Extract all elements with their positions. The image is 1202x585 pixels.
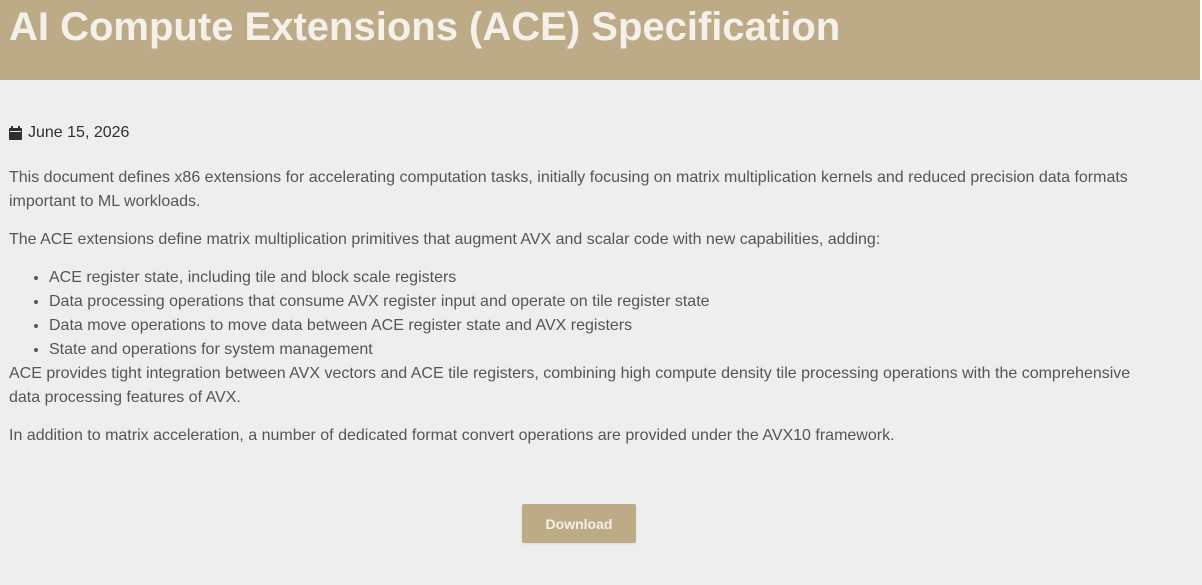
feature-list — [9, 266, 1159, 362]
list-item: • Data move operations to move data between ACE register state and AVX registers — [49, 314, 1159, 338]
list-item: • State and operations for system management — [49, 338, 1159, 362]
list-item: • ACE register state, including tile and block scale registers — [49, 266, 1159, 290]
page-title: AI Compute Extensions (ACE) Specification — [9, 5, 841, 49]
publication-date — [9, 122, 1159, 144]
download-button[interactable]: Download — [522, 504, 636, 543]
list-item: • Data processing operations that consume AVX register input and operate on tile register state — [49, 290, 1159, 314]
date-text: June 15, 2026 — [28, 124, 130, 141]
intro-paragraph: This document defines x86 extensions for accelerating computation tasks, initially focusing on matrix multiplication kernels and reduced precision data formats important to ML workloads. — [9, 169, 1128, 210]
calendar-icon — [9, 126, 22, 140]
page-header — [0, 0, 1202, 80]
addition-paragraph: In addition to matrix acceleration, a number of dedicated format convert operations are provided under the AVX10 framework. — [9, 427, 895, 444]
document-content — [9, 122, 1159, 462]
lead-paragraph: The ACE extensions define matrix multiplication primitives that augment AVX and scalar code with new capabilities, adding: — [9, 231, 881, 248]
integration-paragraph: ACE provides tight integration between AVX vectors and ACE tile registers, combining high compute density tile processing operations with the comprehensive data processing features of AVX. — [9, 365, 1131, 406]
download-area — [522, 504, 636, 543]
